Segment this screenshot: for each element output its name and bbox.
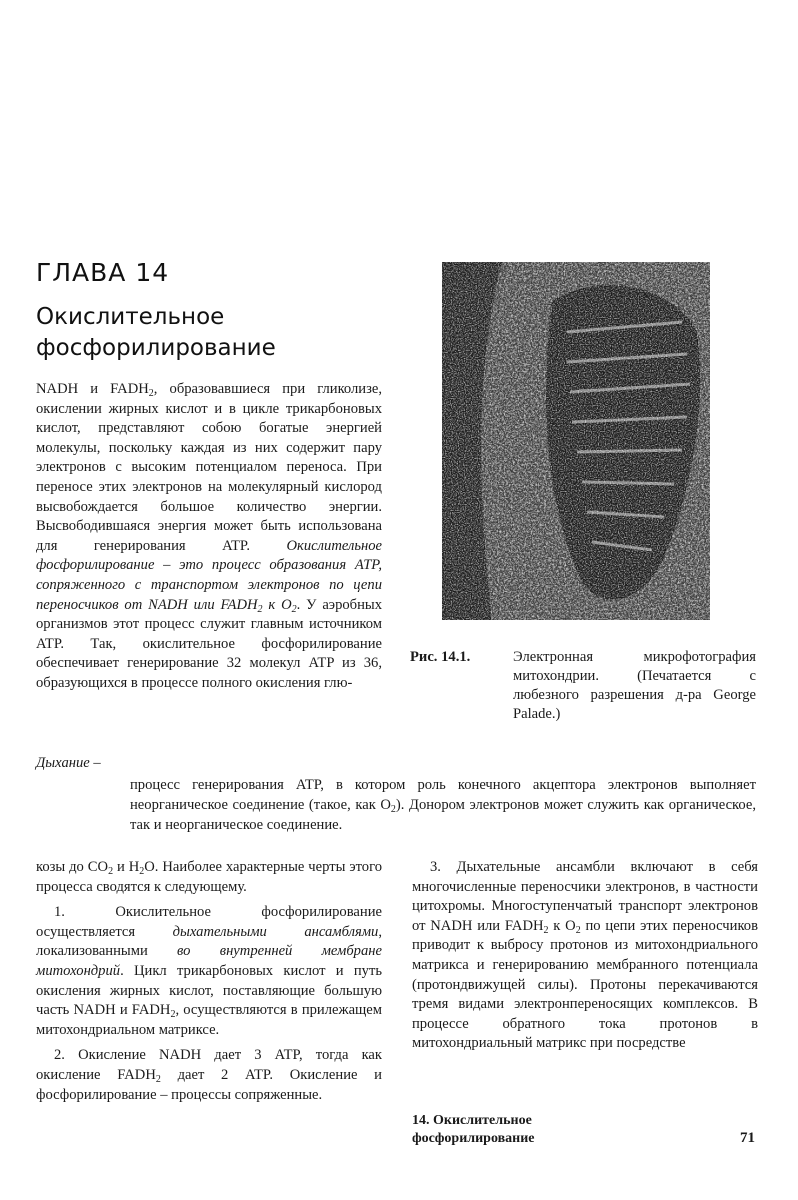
footer-line2: фосфорилирование: [412, 1131, 535, 1146]
figure-label: Рис. 14.1.: [410, 649, 471, 665]
glossary-definition: [130, 775, 756, 835]
subscript: 2: [170, 1009, 176, 1021]
intro-text: , образовавшиеся при гликолизе, окислении жирных кислот и в цикле трикарбоновых кислот, представляют собою богатые энергией молекулы, поскольку каждая из них содержит пару электронов с высоким потенциалом переноса. При переносе этих электронов на молекулярный кислород высвобождается большое количество энергии. Высвободившаяся энергия может быть использована для генерирования ATP.: [36, 381, 383, 554]
footer-line1: 14. Окислительное: [412, 1113, 532, 1128]
glossary-text: процесс генерирования ATP, в котором роль конечного акцептора электронов выполняет неорганическое соединение (такое, как O: [130, 777, 756, 813]
subscript: 2: [543, 924, 549, 936]
body-text: козы до CO: [36, 859, 109, 875]
emphasis: во внутренней мембране митохондрий: [36, 943, 382, 979]
chapter-title-line1: Окислительное: [36, 304, 225, 330]
subscript: 2: [291, 603, 297, 615]
glossary-term: Дыхание –: [36, 755, 101, 771]
intro-text: . У аэробных организмов этот процесс служит главным источником ATP. Так, окислительное фосфорилирование обеспечивает генерирование 32 молекул ATP из 36, образующихся в процессе полного окисления глю-: [36, 596, 383, 691]
running-footer: [412, 1112, 535, 1148]
page-number: 71: [740, 1130, 755, 1146]
subscript: 2: [155, 1073, 161, 1085]
body-text: O. Наиболее характерные черты этого процесса сводятся к следующему.: [36, 859, 382, 895]
mitochondrion-micrograph: [442, 262, 710, 620]
chapter-title-line2: фосфорилирование: [36, 335, 276, 361]
intro-text: NADH и FADH: [36, 381, 149, 397]
subscript: 2: [108, 866, 114, 877]
list-item: 3. Дыхательные ансамбли включают в себя многочисленные переносчики электронов, в частности цитохромы. Многоступенчатый транспорт электронов от NADH или $FADH_2$ к $O_2$ по цепи этих переносчиков приводит к выбросу протонов из митохондриального матрикса и генерированию мембранного потенциала (протондвижущей силы). Протоны перекачиваются тремя видами электронпереносящих комплексов. В процессе обратного тока протонов в митохондриальный матрикс при посредстве: [412, 859, 758, 1052]
chapter-title: [36, 302, 276, 364]
subscript: 2: [575, 924, 581, 936]
subscript: 2: [390, 804, 396, 815]
subscript: 2: [257, 603, 263, 615]
subscript: 2: [139, 866, 145, 877]
definition-italic: к O: [262, 596, 292, 613]
body-text: и H: [113, 859, 140, 875]
left-column: [36, 858, 382, 1105]
right-column: [412, 858, 758, 1054]
list-item: 2. Окисление NADH дает 3 ATP, тогда как окисление $FADH_2$ дает 2 ATP. Окисление и фосфорилирование – процессы сопряженные.: [36, 1047, 383, 1103]
micrograph-image: [442, 262, 710, 620]
glossary-text: ). Донором электронов может служить как органическое, так и неорганическое соединение.: [130, 797, 756, 833]
chapter-label: ГЛАВА 14: [36, 258, 170, 287]
definition-italic: Окислительное фосфорилирование – это процесс образования ATP, сопряженного с транспортом электронов по цепи переносчиков от NADH или FADH: [36, 537, 382, 613]
intro-paragraph: [36, 380, 382, 694]
figure-caption-text: Электронная микрофотография митохондрии. (Печатается с любезного разрешения д-ра George Palade.): [513, 649, 756, 722]
subscript: 2: [148, 388, 154, 399]
list-item: 1. Окислительное фосфорилирование осуществляется дыхательными ансамблями, локализованными во внутренней мембране митохондрий. Цикл трикарбоновых кислот и путь окисления жирных кислот, поставляющие большую часть NADH и $FADH_2$, осуществляются в прилежащем митохондриальном матриксе.: [36, 904, 383, 1038]
emphasis: дыхательными ансамблями: [172, 923, 379, 940]
